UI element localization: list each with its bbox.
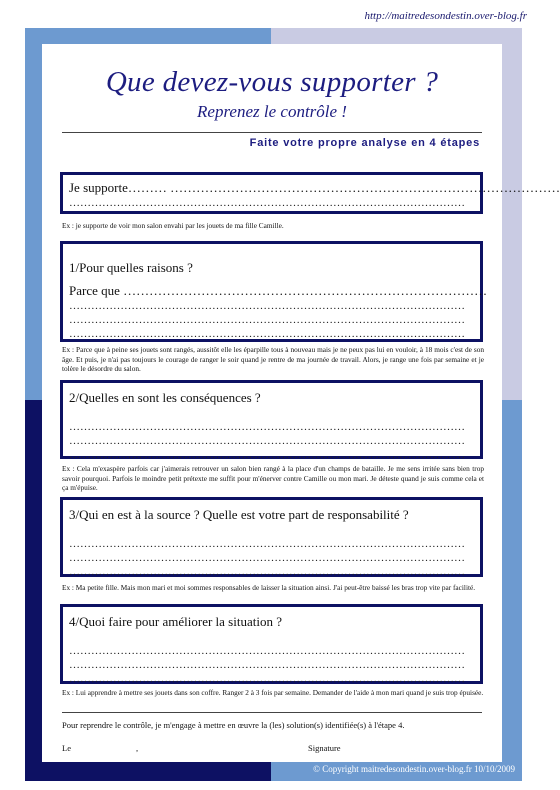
header-divider (62, 132, 482, 133)
answer-line: Parce que ………………………………………………………………………… (69, 283, 488, 298)
answer-box-je-supporte[interactable] (60, 172, 560, 214)
page-subtitle: Reprenez le contrôle ! (197, 102, 347, 121)
copyright-text: © Copyright maitredesondestin.over-blog.fr 10/10/2009 (313, 764, 515, 774)
blog-url: http://maitredesondestin.over-blog.fr (364, 10, 527, 22)
answer-line: ……………………………………………………………………………………………… (69, 435, 465, 447)
example-text: Ex : Ma petite fille. Mais mon mari et moi sommes responsables de laisser la situation ainsi. J'ai peut-être baissé les bras trop vite par facilité. (62, 583, 476, 592)
example-text: Ex : Parce que à peine ses jouets sont rangés, aussitôt elle les éparpille tous à nouveau mais je ne peux pas lui en vouloir, à 18 mois c'est de son âge. Et puis, je n'ai pas toujours le courage de ranger le soir quand je rentre de ma journée de travail. Alors, je range une fois par semaine et je tolère le désordre du salon. (62, 345, 484, 373)
answer-line: ……………………………………………………………………………………………… (69, 673, 465, 685)
question-label: 4/Quoi faire pour améliorer la situation ? (69, 614, 282, 629)
engagement-text: Pour reprendre le contrôle, je m'engage à mettre en œuvre la (les) solution(s) identifiée(s) à l'étape 4. (62, 720, 405, 730)
example-text: Ex : je supporte de voir mon salon envahi par les jouets de ma fille Camille. (62, 221, 284, 230)
answer-line: ……………………………………………………………………………………………… (69, 421, 465, 433)
answer-line: ……………………………………………………………………………………………… (69, 566, 465, 578)
question-label: 3/Qui en est à la source ? Quelle est votre part de responsabilité ? (69, 507, 409, 522)
answer-line: Je supporte……… ……………………………………………………………………………… (69, 180, 560, 195)
footer-divider (62, 712, 482, 713)
answer-box-consequences[interactable] (60, 380, 483, 459)
answer-line: ……………………………………………………………………………………………… (69, 328, 465, 340)
date-comma: , (136, 743, 139, 753)
steps-label: Faite votre propre analyse en 4 étapes (249, 137, 480, 149)
answer-line: ……………………………………………………………………………………………… (69, 300, 465, 312)
worksheet (42, 44, 560, 762)
answer-line: ……………………………………………………………………………………………… (69, 538, 465, 550)
answer-line: ……………………………………………………………………………………………… (69, 197, 465, 209)
answer-line: ……………………………………………………………………………………………… (69, 659, 465, 671)
signature-label: Signature (308, 743, 341, 753)
example-text: Ex : Lui apprendre à mettre ses jouets dans son coffre. Ranger 2 à 3 fois par semaine. Demander de l'aide à mon mari quand je suis trop épuisée. (62, 688, 484, 697)
question-label: 2/Quelles en sont les conséquences ? (69, 390, 261, 405)
answer-line: ……………………………………………………………………………………………… (69, 449, 465, 461)
answer-line: ……………………………………………………………………………………………… (69, 314, 465, 326)
answer-box-ameliorer[interactable] (60, 604, 483, 684)
answer-line: ……………………………………………………………………………………………… (69, 645, 465, 657)
answer-box-source[interactable] (60, 497, 483, 577)
page-title: Que devez-vous supporter ? (105, 66, 439, 98)
answer-box-raisons[interactable] (60, 241, 488, 342)
date-label: Le (62, 743, 71, 753)
answer-line: ……………………………………………………………………………………………… (69, 552, 465, 564)
question-label: 1/Pour quelles raisons ? (69, 260, 193, 275)
example-text: Ex : Cela m'exaspère parfois car j'aimerais retrouver un salon bien rangé à la place d'un champs de bataille. Je me sens irritée sans bien trop savoir pourquoi. Parfois le moindre petit prétexte me suffit pour m'énerver contre Camille ou mon mari. Je déteste quand je suis comme cela et ça m'épuise. (62, 464, 484, 492)
